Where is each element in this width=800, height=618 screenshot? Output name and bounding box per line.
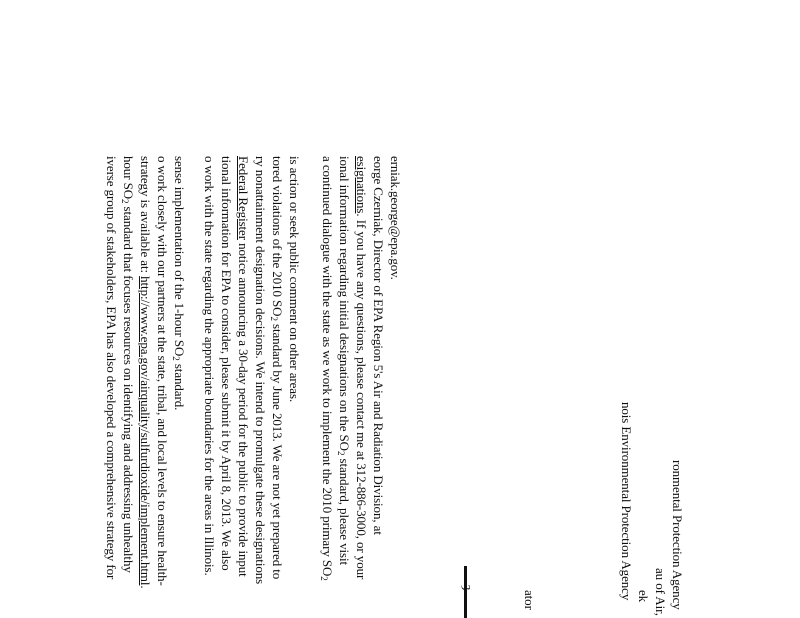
strategy-link: http://www.epa.gov/airquality/sulfurdioxide/implement.html <box>138 276 153 586</box>
signature-line <box>464 566 467 618</box>
p3-line-2: ional information regarding initial designations on the $SO_2$ standard, please visit <box>336 156 352 565</box>
cc-line-4: ronmental Protection Agency <box>670 460 685 610</box>
cc-line-1: nois Environmental Protection Agency <box>619 402 634 601</box>
p1-line-1: iverse group of stakeholders, EPA has also developed a comprehensive strategy for <box>104 156 119 580</box>
signature-mark: ȝ <box>461 585 476 591</box>
p3-line-3: esignations. If you have any questions, please contact me at 312-886-3000, or your <box>354 156 369 580</box>
p3-line-1: a continued dialogue with the state as we work to implement the 2010 primary $SO_2$ <box>319 156 335 581</box>
p3-line-4: eorge Czerniak, Director of EPA Region 5's Air and Radiation Division, at <box>371 156 386 535</box>
cc-line-3: au of Air, <box>653 568 668 616</box>
cc-line-2: ek <box>636 590 651 603</box>
designations-link: esignations <box>354 156 369 214</box>
federal-register-link: Federal Register <box>236 156 251 240</box>
p1-line-3: strategy is available at: http://www.epa.gov/airquality/sulfurdioxide/implement.html. <box>138 156 153 589</box>
p2-line-6: is action or seek public comment on other areas. <box>287 156 302 403</box>
p2-line-5: tored violations of the 2010 $SO_2$ standard by June 2013. We are not yet prepared to <box>269 156 285 580</box>
p3-line-5: erniak.george@epa.gov. <box>388 156 403 280</box>
p2-line-2: tional information for EPA to consider, please submit it by April 8, 2013. We also <box>219 156 234 571</box>
p2-line-4: ry nonattainment designation decisions. We intend to promulgate these designations <box>253 156 268 585</box>
p2-line-3: Federal Register notice announcing a 30-day period for the public to provide input <box>236 156 251 577</box>
p1-line-2: hour $SO_2$ standard that focuses resources on identifying and addressing unhealthy <box>120 156 136 573</box>
signature-title: ator <box>522 590 537 610</box>
p1-line-5: sense implementation of the 1-hour $SO_2$ standard. <box>171 156 187 411</box>
p2-line-1: o work with the state regarding the appropriate boundaries for the areas in Illinois. <box>202 156 217 576</box>
p1-line-4: o work closely with our partners at the state, tribal, and local levels to ensure health- <box>155 156 170 586</box>
